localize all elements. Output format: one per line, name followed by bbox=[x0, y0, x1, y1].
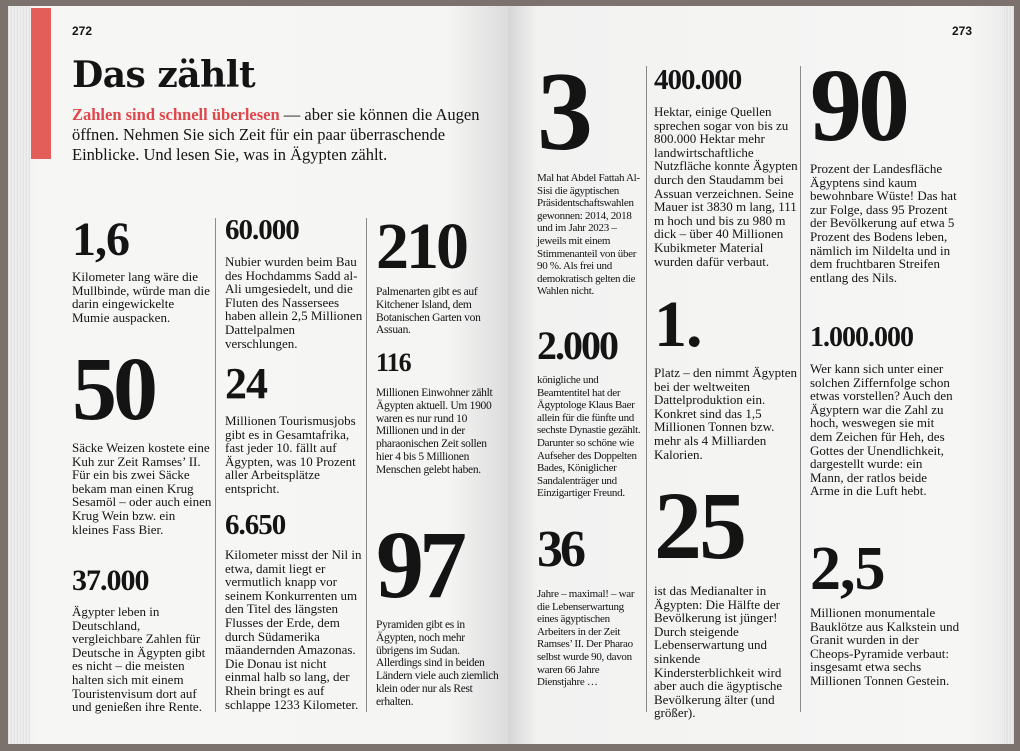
fact-text: Platz – den nimmt Ägypten bei der weltweiten Dattelproduktion ein. Konkret sind das 1,5 Millionen Tonnen bzw. mehr als 4 Milliarden Kalorien. bbox=[654, 365, 797, 462]
page-number-right: 273 bbox=[952, 24, 973, 38]
fact-block bbox=[72, 213, 212, 325]
fact-text: Kilometer lang wäre die Mullbinde, würde man die darin eingewickelte Mumie auspacken. bbox=[72, 269, 210, 325]
fact-block bbox=[225, 216, 365, 350]
fact-number: 210 bbox=[376, 210, 466, 283]
fact-text: Nubier wurden beim Bau des Hochdamms Sadd al-Ali umgesiedelt, und die Fluten des Nassersees haben allein 2,5 Millionen Dattelpalmen verschlungen. bbox=[225, 254, 363, 351]
fact-text: Pyramiden gibt es in Ägypten, noch mehr übrigens im Sudan. Allerdings sind in beiden Ländern viele auch ziemlich klein oder nur als Rest erhalten. bbox=[376, 619, 499, 708]
fact-block bbox=[537, 521, 643, 689]
fact-number: 37.000 bbox=[72, 564, 149, 597]
fact-block bbox=[537, 323, 643, 500]
column-divider bbox=[366, 218, 367, 712]
fact-text: Prozent der Landesfläche Ägyptens sind kaum bewohnbare Wüste! Das hat zur Folge, dass 95 Prozent der Bevölkerung auf etwa 5 Prozent des Bodens leben, nämlich im Nildelta und in dem fruchtbaren Streifen entlang des Nils. bbox=[810, 161, 957, 285]
fact-block bbox=[810, 324, 958, 498]
fact-text: Mal hat Abdel Fattah Al-Sisi die ägyptischen Präsidentschaftswahlen gewonnen: 2014, 2018 und im Jahr 2023 – jeweils mit einem Stimmenanteil von über 90 %. Als frei und demokratisch gelten die Wahlen nicht. bbox=[537, 172, 640, 298]
fact-number: 97 bbox=[376, 511, 462, 618]
fact-number: 60.000 bbox=[225, 214, 299, 246]
page-title: Das zählt bbox=[72, 54, 256, 96]
fact-block bbox=[376, 350, 504, 477]
fact-number: 2,5 bbox=[810, 535, 885, 603]
fact-number: 1. bbox=[654, 288, 702, 361]
fact-number: 36 bbox=[537, 521, 583, 578]
fact-number: 50 bbox=[72, 340, 154, 439]
fact-text: Jahre – maximal! – war die Lebenserwartung eines ägyptischen Arbeiters in der Zeit Ramses’ II. Der Pharao selbst wurde 90, davon waren 66 Jahre Dienstjahre … bbox=[537, 588, 635, 689]
fact-text: Kilometer misst der Nil in etwa, damit liegt er vermutlich knapp vor seinem Konkurrenten um den Titel des längsten Flusses der Erde, dem durch Südamerika mäandernden Amazonas. Die Donau ist nicht einmal halb so lang, der Rhein bringt es auf schlappe 1233 Kilometer. bbox=[225, 547, 362, 712]
fact-number: 24 bbox=[225, 359, 267, 408]
intro-highlight: Zahlen sind schnell überlesen bbox=[72, 105, 280, 124]
page-stack-left bbox=[8, 6, 30, 744]
fact-block bbox=[654, 288, 799, 462]
fact-block bbox=[72, 340, 212, 537]
fact-text: ist das Medianalter in Ägypten: Die Hälfte der Bevölkerung ist jünger! Durch steigende Lebenserwartung und sinkende Kindersterblichkeit wird aber auch die ägyptische Bevölkerung älter (und größer). bbox=[654, 583, 783, 721]
fact-block bbox=[654, 472, 799, 721]
fact-block bbox=[225, 511, 365, 711]
fact-number: 90 bbox=[810, 48, 906, 163]
column-divider bbox=[646, 66, 647, 712]
fact-text: Palmenarten gibt es auf Kitchener Island, dem Botanischen Garten von Assuan. bbox=[376, 286, 481, 337]
intro-text bbox=[72, 105, 512, 165]
page-number-left: 272 bbox=[72, 24, 93, 38]
fact-block bbox=[72, 566, 212, 714]
fact-block bbox=[376, 210, 504, 337]
accent-bar bbox=[31, 8, 51, 159]
fact-number: 1.000.000 bbox=[810, 322, 913, 353]
fact-text: Millionen Einwohner zählt Ägypten aktuell. Um 1900 waren es nur rund 10 Millionen und in der pharaonischen Zeit sollen hier 4 bis 5 Millionen Menschen gelebt haben. bbox=[376, 387, 493, 476]
fact-block bbox=[810, 535, 960, 688]
column-divider bbox=[215, 218, 216, 712]
fact-number: 400.000 bbox=[654, 64, 742, 96]
page-stack-right bbox=[1004, 6, 1014, 744]
fact-text: Säcke Weizen kostete eine Kuh zur Zeit Ramses’ II. Für ein bis zwei Säcke bekam man einen Krug Sesamöl – oder auch einen Krug Wein bzw. ein kleines Fass Bier. bbox=[72, 440, 212, 537]
fact-text: Millionen Tourismusjobs gibt es in Gesamtafrika, fast jeder 10. fällt auf Ägypten, was 10 Prozent aller Arbeitsplätze entspricht. bbox=[225, 413, 356, 496]
fact-block bbox=[810, 48, 958, 285]
intro-rest: — aber sie können die Augen öffnen. Nehmen Sie sich Zeit für ein paar überraschende Einblicke. Und lesen Sie, was in Ägypten zählt. bbox=[72, 105, 480, 164]
fact-number: 6.650 bbox=[225, 509, 286, 541]
fact-block bbox=[376, 511, 504, 709]
fact-text: Wer kann sich unter einer solchen Ziffernfolge schon etwas vorstellen? Auch den Ägyptern war die Zahl zu hoch, weswegen sie mit dem Zeichen für Heh, des Gottes der Unendlichkeit, dargestellt wurde: ein Mann, der ratlos beide Arme in die Luft hebt. bbox=[810, 361, 953, 499]
fact-number: 1,6 bbox=[72, 213, 129, 266]
fact-text: Millionen monumentale Bauklötze aus Kalkstein und Granit wurden in der Cheops-Pyramide verbaut: insgesamt etwa sechs Millionen Tonnen Gestein. bbox=[810, 605, 960, 688]
fact-block bbox=[654, 66, 799, 268]
fact-number: 25 bbox=[654, 472, 744, 579]
fact-block bbox=[225, 359, 365, 496]
column-divider bbox=[800, 66, 801, 712]
fact-text: Ägypter leben in Deutschland, vergleichbare Zahlen für Deutsche in Ägypten gibt es nicht – die meisten halten sich mit einem Touristenvisum dort auf und genießen ihre Rente. bbox=[72, 604, 206, 715]
fact-block bbox=[537, 50, 643, 298]
fact-number: 3 bbox=[537, 50, 592, 174]
fact-text: Hektar, einige Quellen sprechen sogar von bis zu 800.000 Hektar mehr landwirtschaftliche Nutzfläche konnte Ägypten durch den Staudamm bei Assuan verzeichnen. Seine Mauer ist 3830 m lang, 111 m hoch und bis zu 980 m dick – über 40 Millionen Kubikmeter Material wurden dafür verbaut. bbox=[654, 104, 798, 269]
fact-number: 116 bbox=[376, 348, 411, 377]
fact-text: königliche und Beamtentitel hat der Ägyptologe Klaus Baer allein für die fünfte und sechste Dynastie gezählt. Darunter so schöne wie Aufseher des Doppelten Bades, Königlicher Sandalenträger und Einzigartiger Freund. bbox=[537, 374, 641, 500]
fact-number: 2.000 bbox=[537, 323, 617, 368]
